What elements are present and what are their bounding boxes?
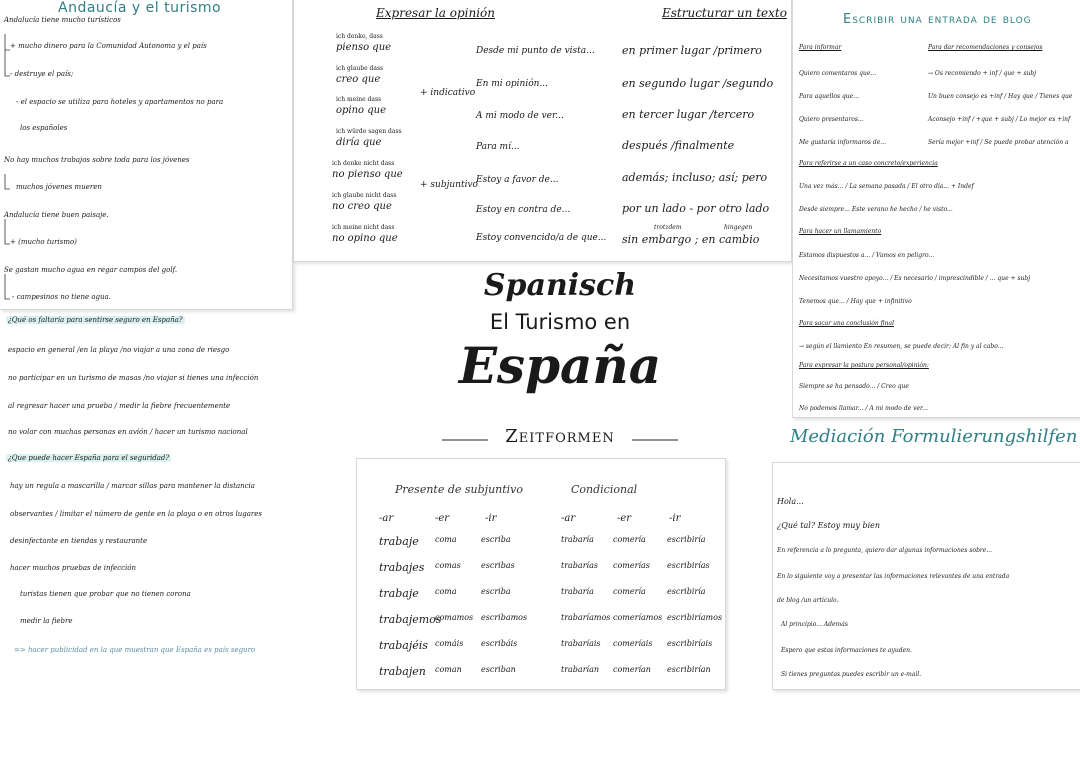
blog-row-a: Quiero presentaros... bbox=[799, 116, 864, 123]
phrase: Estoy a favor de... bbox=[476, 175, 559, 185]
tense-cell: escribáis bbox=[481, 639, 518, 648]
tense-cell: comería bbox=[613, 587, 646, 596]
q2-line: hay un regula a mascarilla / marcar sillas para mantener la distancia bbox=[10, 482, 255, 490]
phrase: Estoy convencido/a de que... bbox=[476, 233, 607, 243]
phrase: Desde mi punto de vista... bbox=[476, 46, 595, 56]
structure-title: Estructurar un texto bbox=[662, 6, 787, 20]
mediacion-title: Mediación Formulierungshilfen bbox=[790, 426, 1078, 447]
left-line: - el espacio se utiliza para hoteles y apartamentos no para bbox=[16, 98, 224, 106]
tense-cell: trabaje bbox=[379, 587, 419, 600]
structure-item: en segundo lugar /segundo bbox=[622, 77, 774, 90]
phrase: A mi modo de ver... bbox=[476, 111, 564, 121]
question-1: ¿Qué os faltaría para sentirse seguro en España? bbox=[8, 316, 183, 324]
subtitle: El Turismo en bbox=[489, 310, 631, 334]
tense-cell: escribiríamos bbox=[667, 613, 723, 622]
ending: -ir bbox=[485, 513, 497, 524]
verb-de: ich meine nicht dass bbox=[332, 224, 395, 231]
mediacion-line: Al principio... Además bbox=[781, 621, 848, 628]
andalucia-title: Andaucía y el turismo bbox=[58, 0, 222, 16]
tense-cell: escriban bbox=[481, 665, 516, 674]
blog-sec4-line: Para expresar la postura personal/opinión: bbox=[799, 362, 929, 369]
ending: -ar bbox=[561, 513, 576, 524]
tense-cell: trabajen bbox=[379, 665, 426, 678]
blog-sec4-line: No podemos llamar... / A mi modo de ver... bbox=[799, 405, 928, 412]
tense-cell: trabaría bbox=[561, 535, 594, 544]
indicativo-label: + indicativo bbox=[420, 88, 476, 98]
q2-line: desinfectante en tiendas y restaurante bbox=[10, 537, 148, 545]
verb-es: no pienso que bbox=[332, 169, 403, 180]
verb-es: diría que bbox=[336, 137, 382, 148]
tense-cell: comería bbox=[613, 535, 646, 544]
blog-sec3: Para hacer un llamamiento bbox=[799, 228, 882, 235]
tense-cell: comerías bbox=[613, 561, 650, 570]
structure-item: después /finalmente bbox=[622, 139, 735, 152]
tense-head-subjuntivo: Presente de subjuntivo bbox=[395, 483, 524, 496]
left-line: No hay muchos trabajos sobre toda para los jóvenes bbox=[4, 156, 190, 164]
mediacion-line: Hola... bbox=[777, 497, 804, 506]
q1-line: no participar en un turismo de masas /no viajar si tienes una infección bbox=[8, 374, 259, 382]
q2-line: => hacer publicidad en la que muestran que España es país seguro bbox=[14, 646, 256, 654]
tense-cell: trabaría bbox=[561, 587, 594, 596]
tense-cell: comeríais bbox=[613, 639, 653, 648]
ending: -ar bbox=[379, 513, 394, 524]
structure-item: además; incluso; así; pero bbox=[622, 171, 768, 184]
tense-cell: escribas bbox=[481, 561, 515, 570]
tense-cell: trabajéis bbox=[379, 639, 428, 652]
q2-line: medir la fiebre bbox=[20, 617, 73, 625]
verb-de: ich denke, dass bbox=[336, 33, 383, 40]
phrase: Para mí... bbox=[476, 142, 520, 152]
tense-cell: comerían bbox=[613, 665, 651, 674]
left-line: + mucho dinero para la Comunidad Autonoma y el país bbox=[10, 42, 207, 50]
mediacion-line: En lo siguiente voy a presentar las informaciones relevantes de una entrada bbox=[777, 573, 1010, 580]
note-trotzdem: trotzdem bbox=[654, 224, 682, 231]
blog-row-b: Aconsejo +inf / +que + subj / Lo mejor es +inf bbox=[928, 116, 1071, 123]
blog-sec3-line: Necesitamos vuestro apoyo... / Es necesario / imprescindible / ... que + subj bbox=[799, 275, 1031, 282]
tense-cell: trabarías bbox=[561, 561, 598, 570]
q2-line: observantes / limitar el número de gente en la playa o en otros lugares bbox=[10, 510, 262, 518]
blog-row-a: Para aquellos que... bbox=[799, 93, 859, 100]
blog-sec4-line: → según el llamiento En resumen, se puede decir; Al fin y al cabo... bbox=[799, 343, 1004, 350]
blog-sec4-line: Siempre se ha pensado... / Creo que bbox=[799, 383, 909, 390]
tense-cell: coman bbox=[435, 665, 462, 674]
verb-es: no opino que bbox=[332, 233, 398, 244]
verb-es: opino que bbox=[336, 105, 387, 116]
tense-cell: escribiríais bbox=[667, 639, 713, 648]
left-line: + (mucho turismo) bbox=[10, 238, 77, 246]
mediacion-panel bbox=[772, 462, 1080, 690]
q1-line: no volar con muchas personas en avión / hacer un turismo nacional bbox=[8, 428, 248, 436]
structure-item: por un lado - por otro lado bbox=[622, 202, 770, 215]
question-2: ¿Que puede hacer España para el seguridad? bbox=[8, 454, 170, 462]
mediacion-line: Espero que estas informaciones te ayuden. bbox=[781, 647, 912, 654]
structure-item: en tercer lugar /tercero bbox=[622, 108, 755, 121]
blog-row-b: Un buen consejo es +inf / Hay que / Tienes que bbox=[928, 93, 1073, 100]
verb-de: ich meine dass bbox=[336, 96, 382, 103]
blog-col2-head: Para dar recomendaciones y consejos bbox=[928, 44, 1043, 51]
ending: -ir bbox=[669, 513, 681, 524]
tense-cell: trabajes bbox=[379, 561, 425, 574]
mediacion-line: En referencia a lo pregunta, quiero dar algunas informaciones sobre... bbox=[777, 547, 993, 554]
blog-row-a: Me gustaría informaros de... bbox=[799, 139, 886, 146]
center-title bbox=[440, 262, 680, 462]
blog-sec2-line: Desde siempre... Este verano he hecho / he visto... bbox=[799, 206, 953, 213]
blog-sec3-line: Tenemos que... / Hay que + infinitivo bbox=[799, 298, 912, 305]
andalucia-panel bbox=[0, 0, 293, 310]
verb-es: pienso que bbox=[336, 42, 392, 53]
tense-cell: comáis bbox=[435, 639, 464, 648]
mediacion-line: Si tienes preguntas puedes escribir un e-mail. bbox=[781, 671, 922, 678]
blog-sec4: Para sacar una conclusión final bbox=[799, 320, 895, 327]
tense-head-condicional: Condicional bbox=[571, 483, 638, 496]
tense-cell: coma bbox=[435, 535, 457, 544]
phrase: Estoy en contra de... bbox=[476, 205, 571, 215]
tense-cell: coma bbox=[435, 587, 457, 596]
blog-sec2-line: Una vez más... / La semana pasada / El otro día... + Indef bbox=[799, 183, 974, 190]
tense-cell: comas bbox=[435, 561, 461, 570]
verb-es: creo que bbox=[336, 74, 381, 85]
tense-cell: escribamos bbox=[481, 613, 528, 622]
bracket-lines bbox=[2, 24, 22, 324]
verb-de: ich denke nicht dass bbox=[332, 160, 395, 167]
blog-title: Escribir una entrada de blog bbox=[843, 12, 1032, 27]
tense-cell: trabaríamos bbox=[561, 613, 611, 622]
q1-line: espacio en general /en la playa /no viajar a una zona de riesgo bbox=[8, 346, 230, 354]
mediacion-line: de blog /un artículo. bbox=[777, 597, 839, 604]
structure-item: sin embargo ; en cambio bbox=[622, 233, 760, 246]
tense-cell: escriba bbox=[481, 535, 511, 544]
verb-de: ich glaube dass bbox=[336, 65, 384, 72]
brand-title: Spanisch bbox=[483, 268, 637, 303]
mediacion-title-wrap bbox=[786, 426, 1080, 456]
tense-cell: escribiría bbox=[667, 535, 706, 544]
tense-cell: escriba bbox=[481, 587, 511, 596]
tenses-panel bbox=[356, 458, 726, 690]
left-line: muchos jóvenes mueren bbox=[16, 183, 102, 191]
ending: -er bbox=[617, 513, 632, 524]
left-line: - destruye el país; bbox=[10, 70, 74, 78]
blog-panel bbox=[792, 0, 1080, 418]
verb-es: no creo que bbox=[332, 201, 392, 212]
opinion-panel bbox=[293, 0, 792, 262]
tense-cell: trabarían bbox=[561, 665, 600, 674]
note-hingegen: hingegen bbox=[724, 224, 753, 231]
tense-cell: comeríamos bbox=[613, 613, 663, 622]
q2-line: hacer muchos pruebas de infección bbox=[10, 564, 137, 572]
left-line: - campesinos no tiene agua. bbox=[12, 293, 111, 301]
q2-line: turistas tienen que probar que no tienen corona bbox=[20, 590, 191, 598]
blog-col1-head: Para informar bbox=[799, 44, 842, 51]
blog-row-a: Quiero comentaros que... bbox=[799, 70, 877, 77]
tense-cell: escribirías bbox=[667, 561, 710, 570]
country-title: España bbox=[458, 336, 662, 395]
left-line: Andalucía tiene mucho turísticos bbox=[4, 16, 121, 24]
verb-de: ich würde sagen dass bbox=[336, 128, 402, 135]
blog-row-b: Sería mejor +inf / Se puede probar atención a bbox=[928, 139, 1069, 146]
safety-section bbox=[0, 312, 300, 672]
verb-de: ich glaube nicht dass bbox=[332, 192, 397, 199]
phrase: En mi opinión... bbox=[476, 79, 549, 89]
tense-cell: escribiría bbox=[667, 587, 706, 596]
opinion-title: Expresar la opinión bbox=[376, 6, 495, 20]
ending: -er bbox=[435, 513, 450, 524]
subjuntivo-label: + subjuntivo bbox=[420, 180, 478, 190]
blog-sec3-line: Estamos dispuestos a... / Vamos en peligro... bbox=[799, 252, 935, 259]
left-line: Se gastan mucho agua en regar campos del golf. bbox=[4, 266, 178, 274]
structure-item: en primer lugar /primero bbox=[622, 44, 762, 57]
left-line: los españoles bbox=[20, 124, 68, 132]
section-title: Zeitformen bbox=[505, 426, 615, 447]
blog-row-b: → Os recomiendo + inf / que + subj bbox=[928, 70, 1037, 77]
q1-line: al regresar hacer una prueba / medir la fiebre frecuentemente bbox=[8, 402, 231, 410]
tense-cell: comamos bbox=[435, 613, 474, 622]
left-line: Andalucía tiene buen paisaje. bbox=[4, 211, 109, 219]
mediacion-line: ¿Qué tal? Estoy muy bien bbox=[777, 521, 881, 530]
tense-cell: trabaríais bbox=[561, 639, 601, 648]
blog-sec2: Para referirse a un caso concreto/experiencia bbox=[799, 160, 938, 167]
tense-cell: trabaje bbox=[379, 535, 419, 548]
tense-cell: trabajemos bbox=[379, 613, 442, 626]
tense-cell: escribirían bbox=[667, 665, 711, 674]
